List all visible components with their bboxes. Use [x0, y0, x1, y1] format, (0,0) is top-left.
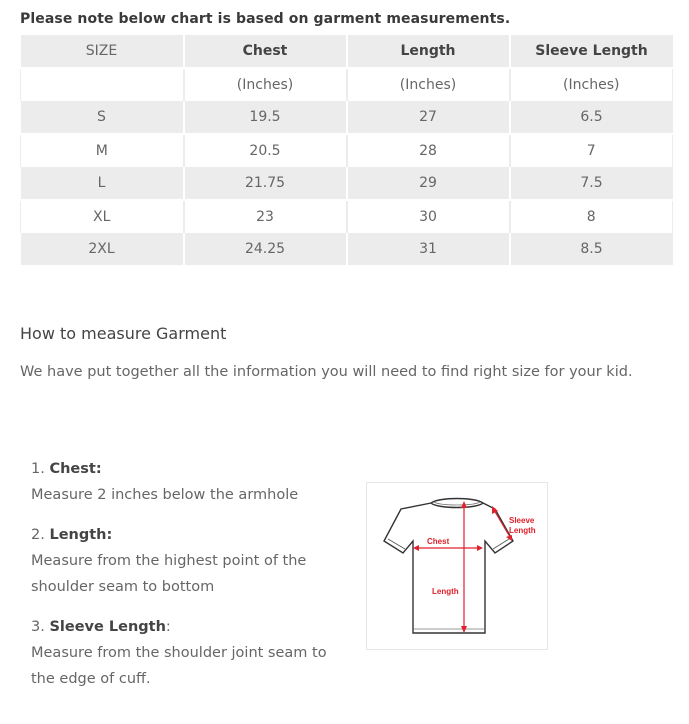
cell-sleeve: 8	[510, 200, 673, 233]
cell-size: M	[21, 134, 184, 167]
unit-length: (Inches)	[347, 68, 510, 101]
table-row	[21, 101, 673, 134]
size-chart-table	[20, 35, 673, 267]
cell-size: XL	[21, 200, 184, 233]
cell-size: 2XL	[21, 233, 184, 266]
table-header-row	[21, 35, 673, 68]
table-units-row	[21, 68, 673, 101]
chest-label: Chest	[427, 537, 450, 546]
cell-sleeve: 7.5	[510, 167, 673, 200]
step-label: Sleeve Length	[49, 619, 166, 635]
header-length: Length	[347, 35, 510, 68]
sleeve-label-line2: Length	[509, 526, 536, 535]
step-number: 1.	[31, 461, 45, 477]
chart-note: Please note below chart is based on garment measurements.	[20, 11, 511, 27]
step-chest-text: Measure 2 inches below the armhole	[31, 487, 299, 503]
cell-length: 28	[347, 134, 510, 167]
length-label: Length	[432, 587, 459, 596]
step-length-text: Measure from the highest point of the shoulder seam to bottom	[31, 553, 307, 595]
cell-length: 29	[347, 167, 510, 200]
cell-length: 31	[347, 233, 510, 266]
tshirt-measure-diagram	[366, 482, 548, 650]
table-row	[21, 134, 673, 167]
step-chest-heading	[31, 456, 351, 482]
step-label: Chest:	[49, 461, 102, 477]
unit-size	[21, 68, 184, 101]
table-row	[21, 200, 673, 233]
sleeve-label-line1: Sleeve	[509, 516, 535, 525]
measure-title: How to measure Garment	[20, 324, 227, 343]
unit-sleeve-length: (Inches)	[510, 68, 673, 101]
tshirt-illustration	[367, 483, 547, 649]
cell-chest: 21.75	[184, 167, 347, 200]
table-row	[21, 233, 673, 266]
step-sleeve-text: Measure from the shoulder joint seam to the edge of cuff.	[31, 645, 327, 687]
cell-size: S	[21, 101, 184, 134]
tshirt-outline	[384, 499, 513, 634]
step-label: Length:	[49, 527, 113, 543]
cell-sleeve: 6.5	[510, 101, 673, 134]
cell-chest: 24.25	[184, 233, 347, 266]
unit-chest: (Inches)	[184, 68, 347, 101]
measure-subtitle: We have put together all the information you will need to find right size for your kid.	[20, 364, 633, 380]
cell-chest: 23	[184, 200, 347, 233]
step-number: 2.	[31, 527, 45, 543]
cell-sleeve: 7	[510, 134, 673, 167]
step-sleeve-heading	[31, 614, 351, 640]
cell-length: 27	[347, 101, 510, 134]
header-sleeve-length: Sleeve Length	[510, 35, 673, 68]
table-row	[21, 167, 673, 200]
step-number: 3.	[31, 619, 45, 635]
cell-chest: 19.5	[184, 101, 347, 134]
header-chest: Chest	[184, 35, 347, 68]
cell-length: 30	[347, 200, 510, 233]
measure-steps	[31, 456, 351, 692]
header-size: SIZE	[21, 35, 184, 68]
cell-sleeve: 8.5	[510, 233, 673, 266]
cell-chest: 20.5	[184, 134, 347, 167]
step-length-heading	[31, 522, 351, 548]
cell-size: L	[21, 167, 184, 200]
step-label-suffix: :	[165, 619, 171, 635]
